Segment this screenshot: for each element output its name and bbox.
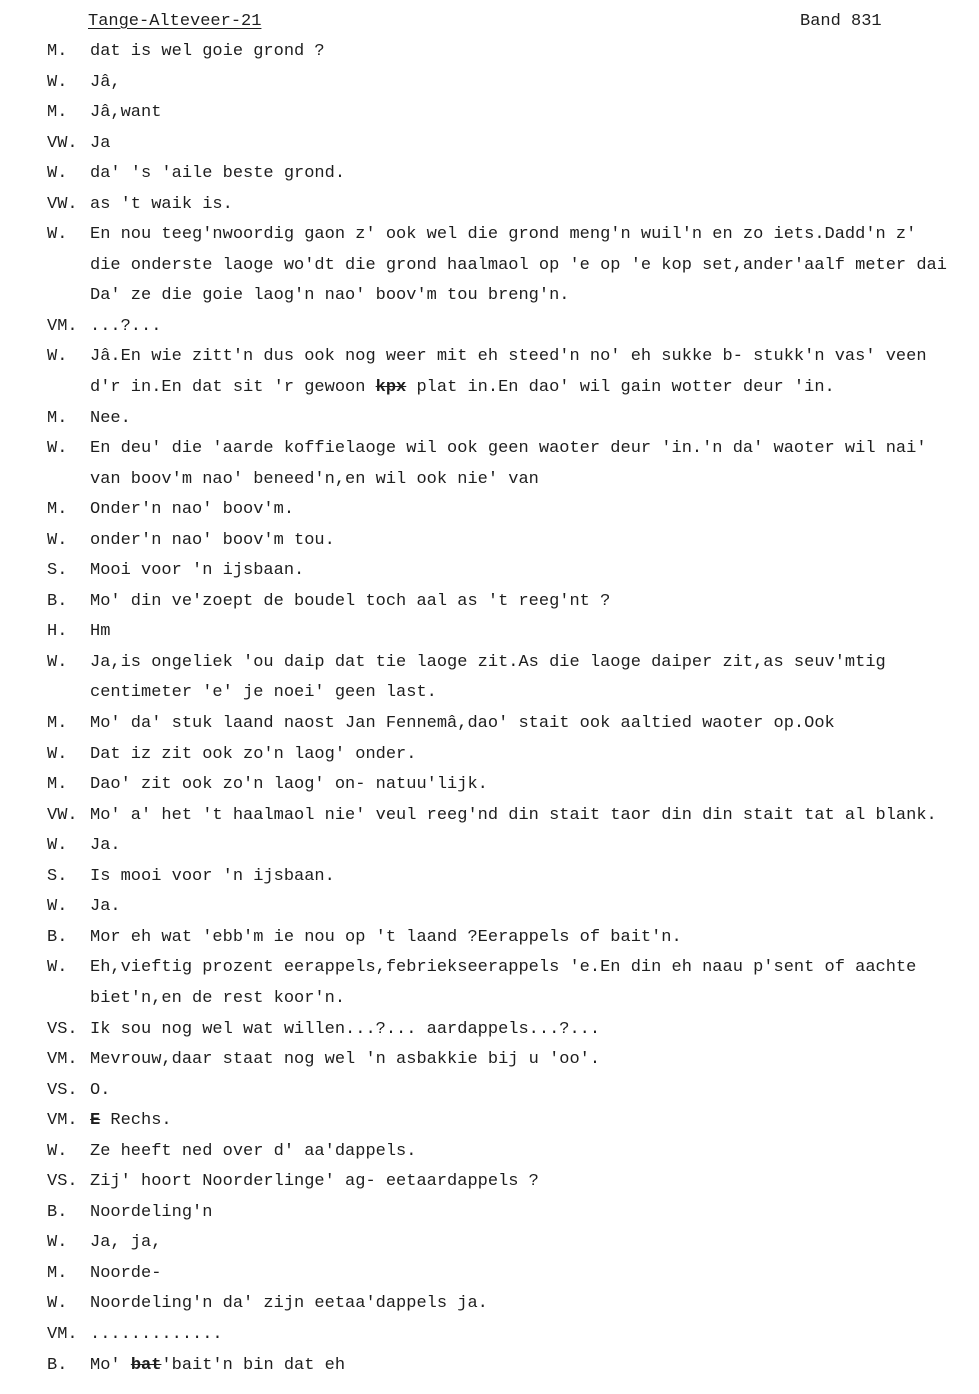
utterance-text: centimeter 'e' je noei' geen last. [90, 683, 437, 703]
struck-text: bat [130, 1355, 162, 1375]
document-title: Tange-Alteveer-21 [88, 12, 262, 31]
speaker-turn [47, 190, 972, 221]
turn-line [47, 862, 972, 893]
turn-line [47, 1076, 972, 1107]
utterance-text: Eh,vieftig prozent eerappels,febriekseerappels 'e.En din eh naau p'sent of aachte [90, 958, 917, 978]
utterance-text: Mo' da' stuk laand naost Jan Fennemâ,dao' stait ook aaltied waoter op.Ook [90, 714, 835, 734]
speaker-turn [47, 220, 972, 312]
speaker-label: W. [47, 897, 68, 917]
speaker-label: M. [47, 103, 68, 123]
speaker-label: VW. [47, 194, 78, 214]
utterance-text: Zij' hoort Noorderlinge' ag- eetaardappels ? [90, 1172, 539, 1192]
turn-line [47, 801, 972, 832]
turn-line [47, 129, 972, 160]
utterance-text: van boov'm nao' beneed'n,en wil ook nie' van [90, 469, 539, 489]
speaker-label: VS. [47, 1172, 78, 1192]
utterance-text: Dat iz zit ook zo'n laog' onder. [90, 744, 417, 764]
turn-line [47, 404, 972, 435]
turn-line [47, 892, 972, 923]
speaker-turn [47, 312, 972, 343]
speaker-turn [47, 1015, 972, 1046]
speaker-turn [47, 434, 972, 495]
continuation-line [47, 678, 972, 709]
continuation-line [47, 465, 972, 496]
turn-line [47, 770, 972, 801]
speaker-turn [47, 953, 972, 1014]
speaker-turn [47, 342, 972, 403]
speaker-turn [47, 159, 972, 190]
speaker-turn [47, 1045, 972, 1076]
speaker-turn [47, 862, 972, 893]
turn-line [47, 648, 972, 679]
speaker-label: M. [47, 775, 68, 795]
turn-line [47, 37, 972, 68]
turn-line [47, 1259, 972, 1290]
speaker-label: W. [47, 225, 68, 245]
continuation-line [47, 251, 972, 282]
turn-line [47, 587, 972, 618]
speaker-label: W. [47, 347, 68, 367]
turn-line [47, 220, 972, 251]
speaker-label: VS. [47, 1019, 78, 1039]
speaker-label: W. [47, 72, 68, 92]
speaker-label: W. [47, 530, 68, 550]
speaker-label: VM. [47, 1324, 78, 1344]
turn-line [47, 526, 972, 557]
utterance-text: Mor eh wat 'ebb'm ie nou op 't laand ?Eerappels of bait'n. [90, 927, 682, 947]
utterance-text: En deu' die 'aarde koffielaoge wil ook geen waoter deur 'in.'n da' waoter wil nai' [90, 439, 927, 459]
struck-text: kpx [375, 378, 407, 398]
utterance-text: Ze heeft ned over d' aa'dappels. [90, 1141, 417, 1161]
speaker-label: B. [47, 1202, 68, 1222]
speaker-turn [47, 68, 972, 99]
speaker-turn [47, 587, 972, 618]
utterance-text: O. [90, 1080, 111, 1100]
turn-line [47, 740, 972, 771]
utterance-text: Ja,is ongeliek 'ou daip dat tie laoge zit.As die laoge daiper zit,as seuv'mtig [90, 652, 886, 672]
speaker-label: M. [47, 500, 68, 520]
speaker-turn [47, 526, 972, 557]
speaker-turn [47, 831, 972, 862]
speaker-label: VM. [47, 316, 78, 336]
speaker-turn [47, 37, 972, 68]
utterance-text: ............. [90, 1324, 223, 1344]
turn-line [47, 159, 972, 190]
speaker-turn [47, 923, 972, 954]
turn-line [47, 831, 972, 862]
speaker-label: M. [47, 714, 68, 734]
turn-line [47, 1198, 972, 1229]
utterance-text: 'bait'n bin dat eh [161, 1355, 346, 1375]
speaker-turn [47, 1167, 972, 1198]
utterance-text: Mooi voor 'n ijsbaan. [90, 561, 305, 581]
utterance-text: die onderste laoge wo'dt die grond haalmaol op 'e op 'e kop set,ander'aalf meter dai [90, 255, 947, 275]
utterance-text: Noordeling'n da' zijn eetaa'dappels ja. [90, 1294, 488, 1314]
turn-line [47, 953, 972, 984]
speaker-label: B. [47, 927, 68, 947]
utterance-text: Is mooi voor 'n ijsbaan. [90, 866, 335, 886]
page-header [0, 7, 979, 37]
turn-line [47, 1320, 972, 1351]
speaker-label: W. [47, 1294, 68, 1314]
turn-line [47, 709, 972, 740]
band-number: Band 831 [800, 12, 882, 31]
utterance-text: Noordeling'n [90, 1202, 213, 1222]
speaker-label: VM. [47, 1111, 78, 1131]
speaker-turn [47, 404, 972, 435]
turn-line [47, 1289, 972, 1320]
speaker-label: M. [47, 1263, 68, 1283]
speaker-label: VW. [47, 805, 78, 825]
speaker-turn [47, 648, 972, 709]
speaker-label: B. [47, 591, 68, 611]
speaker-label: S. [47, 561, 68, 581]
turn-line [47, 923, 972, 954]
speaker-turn [47, 801, 972, 832]
turn-line [47, 190, 972, 221]
turn-line [47, 434, 972, 465]
speaker-turn [47, 1320, 972, 1351]
utterance-text: Mevrouw,daar staat nog wel 'n asbakkie bij u 'oo'. [90, 1050, 601, 1070]
speaker-label: W. [47, 164, 68, 184]
speaker-turn [47, 1351, 972, 1382]
continuation-line [47, 984, 972, 1015]
continuation-line [47, 373, 972, 404]
utterance-text: biet'n,en de rest koor'n. [90, 988, 346, 1008]
utterance-text: ...?... [90, 316, 162, 336]
utterance-text: Ja. [90, 897, 121, 917]
speaker-label: VM. [47, 1050, 78, 1070]
utterance-text: Jâ, [90, 72, 121, 92]
utterance-text: Hm [90, 622, 111, 642]
utterance-text: Nee. [90, 408, 131, 428]
speaker-label: M. [47, 408, 68, 428]
speaker-label: M. [47, 42, 68, 61]
utterance-text: dat is wel goie grond ? [90, 42, 325, 61]
utterance-text: Mo' [90, 1355, 131, 1375]
utterance-text: Mo' din ve'zoept de boudel toch aal as 't reeg'nt ? [90, 591, 611, 611]
speaker-turn [47, 1228, 972, 1259]
utterance-text: Ja [90, 133, 111, 153]
turn-line [47, 1137, 972, 1168]
speaker-turn [47, 98, 972, 129]
speaker-label: S. [47, 866, 68, 886]
utterance-text: plat in.En dao' wil gain wotter deur 'in. [406, 378, 835, 398]
utterance-text: as 't waik is. [90, 194, 233, 214]
utterance-text: Da' ze die goie laog'n nao' boov'm tou breng'n. [90, 286, 570, 306]
turn-line [47, 495, 972, 526]
speaker-label: W. [47, 439, 68, 459]
speaker-turn [47, 1198, 972, 1229]
speaker-label: VS. [47, 1080, 78, 1100]
speaker-turn [47, 1137, 972, 1168]
speaker-turn [47, 1076, 972, 1107]
utterance-text: Jâ,want [90, 103, 162, 123]
speaker-turn [47, 1106, 972, 1137]
turn-line [47, 68, 972, 99]
continuation-line [47, 281, 972, 312]
utterance-text: Jâ.En wie zitt'n dus ook nog weer mit eh steed'n no' eh sukke b- stukk'n vas' veen [90, 347, 927, 367]
struck-text: E [90, 1111, 101, 1131]
utterance-text: Noorde- [90, 1263, 162, 1283]
speaker-turn [47, 1259, 972, 1290]
speaker-label: W. [47, 958, 68, 978]
turn-line [47, 1045, 972, 1076]
utterance-text: da' 's 'aile beste grond. [90, 164, 346, 184]
turn-line [47, 1015, 972, 1046]
speaker-label: VW. [47, 133, 78, 153]
speaker-label: H. [47, 622, 68, 642]
speaker-turn [47, 770, 972, 801]
speaker-turn [47, 1289, 972, 1320]
turn-line [47, 342, 972, 373]
turn-line [47, 1167, 972, 1198]
speaker-turn [47, 740, 972, 771]
turn-line [47, 1228, 972, 1259]
speaker-label: W. [47, 1233, 68, 1253]
speaker-turn [47, 556, 972, 587]
turn-line [47, 98, 972, 129]
utterance-text: onder'n nao' boov'm tou. [90, 530, 335, 550]
speaker-turn [47, 129, 972, 160]
utterance-text: Ja, ja, [90, 1233, 162, 1253]
transcript-body [47, 37, 972, 1381]
utterance-text: Onder'n nao' boov'm. [90, 500, 295, 520]
turn-line [47, 1351, 972, 1382]
utterance-text: Ik sou nog wel wat willen...?... aardappels...?... [90, 1019, 601, 1039]
speaker-label: W. [47, 744, 68, 764]
utterance-text: Mo' a' het 't haalmaol nie' veul reeg'nd din stait taor din din stait tat al blank. [90, 805, 937, 825]
speaker-turn [47, 617, 972, 648]
turn-line [47, 312, 972, 343]
speaker-label: B. [47, 1355, 68, 1375]
utterance-text: En nou teeg'nwoordig gaon z' ook wel die grond meng'n wuil'n en zo iets.Dadd'n z' [90, 225, 917, 245]
utterance-text: Ja. [90, 836, 121, 856]
utterance-text: Dao' zit ook zo'n laog' on- natuu'lijk. [90, 775, 488, 795]
turn-line [47, 556, 972, 587]
speaker-label: W. [47, 836, 68, 856]
utterance-text: d'r in.En dat sit 'r gewoon [90, 378, 376, 398]
speaker-turn [47, 892, 972, 923]
speaker-label: W. [47, 1141, 68, 1161]
speaker-turn [47, 495, 972, 526]
speaker-label: W. [47, 652, 68, 672]
utterance-text: Rechs. [100, 1111, 172, 1131]
turn-line [47, 1106, 972, 1137]
speaker-turn [47, 709, 972, 740]
turn-line [47, 617, 972, 648]
